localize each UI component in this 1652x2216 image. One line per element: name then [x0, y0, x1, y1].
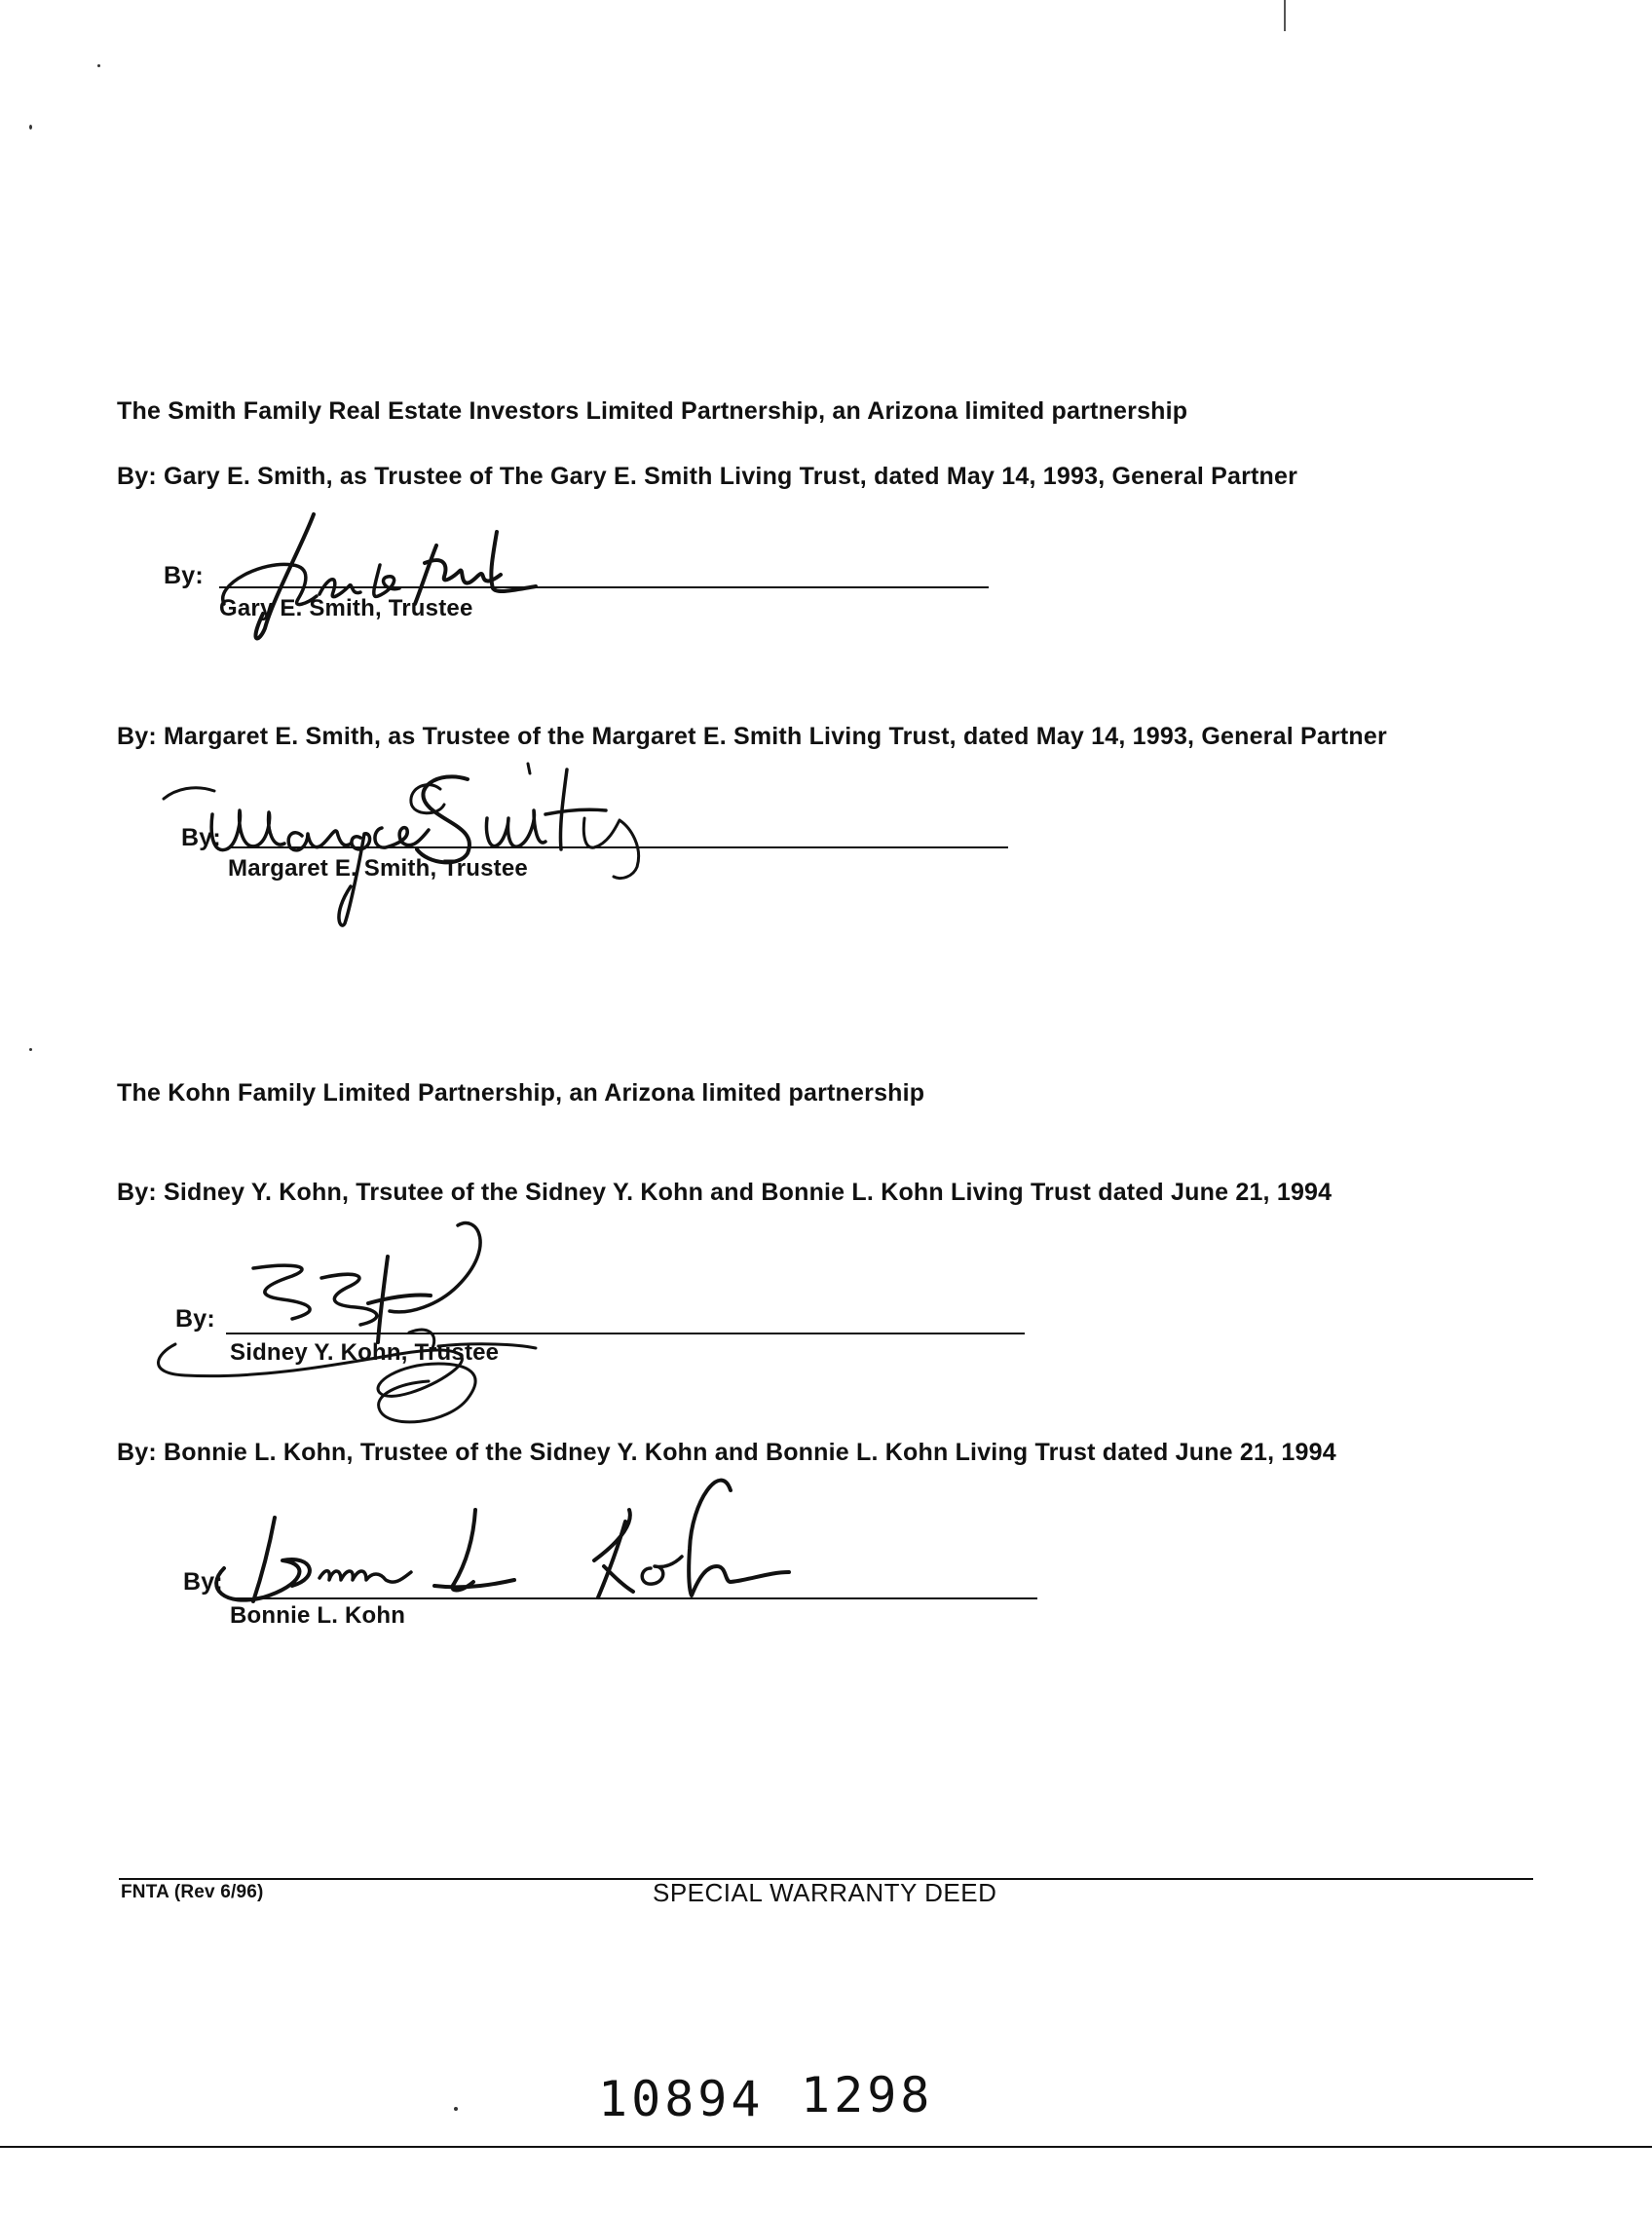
kohn-partnership-title: The Kohn Family Limited Partnership, an Arizona limited partnership: [117, 1079, 925, 1107]
recording-page-number: 1298: [801, 2067, 934, 2123]
scan-speck: [97, 64, 100, 67]
scan-speck: [29, 125, 32, 130]
bonnie-by-line: By: Bonnie L. Kohn, Trustee of the Sidney Y. Kohn and Bonnie L. Kohn Living Trust dated June 21, 1994: [117, 1439, 1336, 1466]
margaret-sig-prefix: By:: [181, 824, 221, 851]
bonnie-signer-name: Bonnie L. Kohn: [230, 1602, 406, 1629]
document-title: SPECIAL WARRANTY DEED: [653, 1878, 997, 1907]
sidney-sig-prefix: By:: [175, 1305, 215, 1333]
bottom-rule: [0, 2146, 1652, 2148]
scan-mark: [1284, 0, 1286, 31]
smith-partnership-title: The Smith Family Real Estate Investors Limited Partnership, an Arizona limited partnership: [117, 397, 1188, 425]
bonnie-sig-prefix: By:: [183, 1568, 223, 1596]
sidney-by-line: By: Sidney Y. Kohn, Trsutee of the Sidney Y. Kohn and Bonnie L. Kohn Living Trust dated June 21, 1994: [117, 1179, 1333, 1206]
form-code: FNTA (Rev 6/96): [121, 1882, 264, 1902]
gary-signature: [205, 507, 555, 653]
gary-signer-name: Gary E. Smith, Trustee: [219, 595, 473, 621]
margaret-signer-name: Margaret E. Smith, Trustee: [228, 855, 528, 882]
margaret-by-line: By: Margaret E. Smith, as Trustee of the Margaret E. Smith Living Trust, dated May 14, 1993, General Partner: [117, 723, 1387, 750]
margaret-signature: [156, 760, 701, 935]
scan-speck: [29, 1048, 32, 1051]
scan-speck: [454, 2107, 458, 2111]
sidney-signature: [146, 1218, 692, 1442]
sidney-signer-name: Sidney Y. Kohn, Trustee: [230, 1339, 500, 1366]
bonnie-signature: [205, 1471, 847, 1636]
gary-sig-prefix: By:: [164, 562, 204, 589]
gary-by-line: By: Gary E. Smith, as Trustee of The Gary E. Smith Living Trust, dated May 14, 1993, General Partner: [117, 463, 1298, 490]
recording-book-number: 10894: [598, 2071, 765, 2127]
